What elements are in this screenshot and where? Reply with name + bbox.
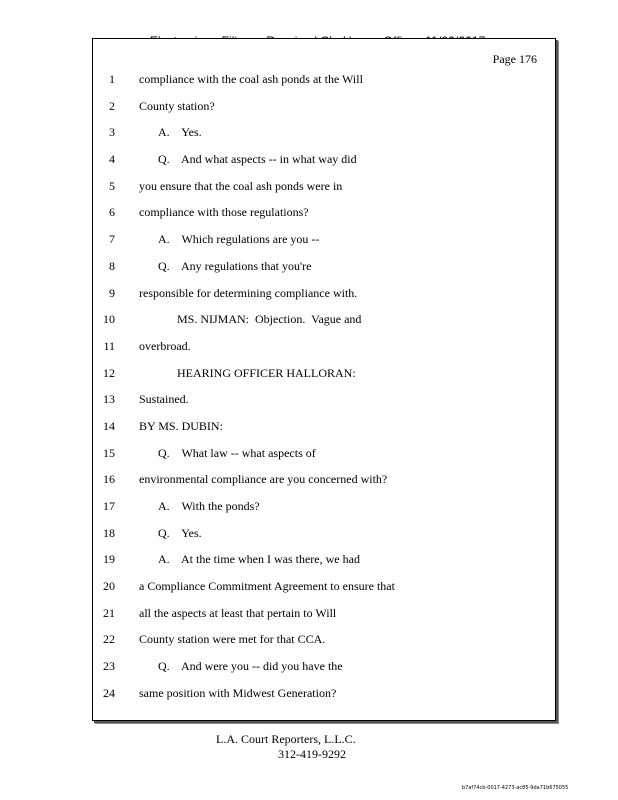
transcript-line	[93, 339, 555, 366]
line-text: Q. And what aspects -- in what way did	[158, 152, 357, 167]
line-number: 3	[109, 125, 115, 140]
line-number: 20	[103, 579, 115, 594]
line-text: environmental compliance are you concerned with?	[139, 472, 388, 487]
transcript-line	[93, 205, 555, 232]
transcript-line	[93, 99, 555, 126]
line-text: BY MS. DUBIN:	[139, 418, 223, 433]
transcript-line	[93, 366, 555, 393]
line-text: Q. Yes.	[158, 525, 202, 540]
line-number: 1	[109, 72, 115, 86]
transcript-line	[93, 232, 555, 259]
line-number: 24	[103, 685, 115, 700]
line-text: you ensure that the coal ash ponds were in	[139, 178, 343, 193]
transcript-line	[93, 606, 555, 633]
transcript-line	[93, 419, 555, 446]
line-text: Q. And were you -- did you have the	[158, 659, 343, 674]
transcript-line	[93, 446, 555, 473]
transcript-line	[93, 312, 555, 339]
line-number: 7	[109, 232, 115, 247]
transcript-line	[93, 259, 555, 286]
line-number: 13	[103, 392, 115, 407]
transcript-line	[93, 632, 555, 659]
line-text: Sustained.	[139, 392, 189, 407]
transcript-line	[93, 286, 555, 313]
line-number: 12	[103, 365, 115, 380]
line-number: 22	[103, 632, 115, 647]
line-number: 16	[103, 472, 115, 487]
line-text: County station were met for that CCA.	[139, 632, 326, 647]
transcript-line	[93, 125, 555, 152]
document-id: b7af74cb-0017-4273-ac85-9da71b675055	[462, 785, 569, 791]
line-text: A. At the time when I was there, we had	[158, 552, 360, 567]
transcript-line	[93, 152, 555, 179]
line-number: 23	[103, 659, 115, 674]
line-text: overbroad.	[139, 338, 191, 353]
reporter-phone: 312-419-9292	[278, 747, 346, 761]
transcript-line	[93, 659, 555, 686]
line-number: 14	[103, 418, 115, 433]
line-number: 17	[103, 499, 115, 513]
line-text: A. With the ponds?	[158, 499, 260, 513]
line-text: Q. What law -- what aspects of	[158, 445, 316, 460]
transcript-line	[93, 392, 555, 419]
transcript-line	[93, 499, 555, 526]
line-text: A. Yes.	[158, 125, 202, 140]
line-number: 9	[109, 285, 115, 300]
transcript-line	[93, 179, 555, 206]
line-text: County station?	[139, 98, 215, 113]
transcript-line	[93, 472, 555, 499]
line-text: MS. NIJMAN: Objection. Vague and	[177, 312, 362, 327]
line-text: HEARING OFFICER HALLORAN:	[177, 365, 356, 380]
line-number: 4	[109, 152, 115, 167]
line-number: 10	[103, 312, 115, 327]
line-text: a Compliance Commitment Agreement to ensure that	[139, 579, 395, 594]
transcript-line	[93, 579, 555, 606]
line-number: 19	[103, 552, 115, 567]
line-text: responsible for determining compliance with.	[139, 285, 358, 300]
line-number: 11	[103, 338, 115, 353]
transcript-line	[93, 72, 555, 99]
reporter-company: L.A. Court Reporters, L.L.C.	[216, 732, 356, 746]
line-text: all the aspects at least that pertain to Will	[139, 605, 337, 620]
transcript-line	[93, 526, 555, 553]
line-text: Q. Any regulations that you're	[158, 258, 312, 273]
line-number: 2	[109, 98, 115, 113]
transcript-page	[92, 38, 556, 721]
line-number: 15	[103, 445, 115, 460]
line-number: 8	[109, 258, 115, 273]
transcript-lines	[93, 72, 555, 713]
line-number: 18	[103, 525, 115, 540]
transcript-line	[93, 552, 555, 579]
page-number: Page 176	[492, 52, 537, 66]
line-text: same position with Midwest Generation?	[139, 685, 337, 700]
line-number: 5	[109, 178, 115, 193]
transcript-line	[93, 686, 555, 713]
line-number: 21	[103, 605, 115, 620]
line-number: 6	[109, 205, 115, 220]
line-text: compliance with those regulations?	[139, 205, 309, 220]
line-text: A. Which regulations are you --	[158, 232, 320, 247]
line-text: compliance with the coal ash ponds at the Will	[139, 72, 363, 86]
